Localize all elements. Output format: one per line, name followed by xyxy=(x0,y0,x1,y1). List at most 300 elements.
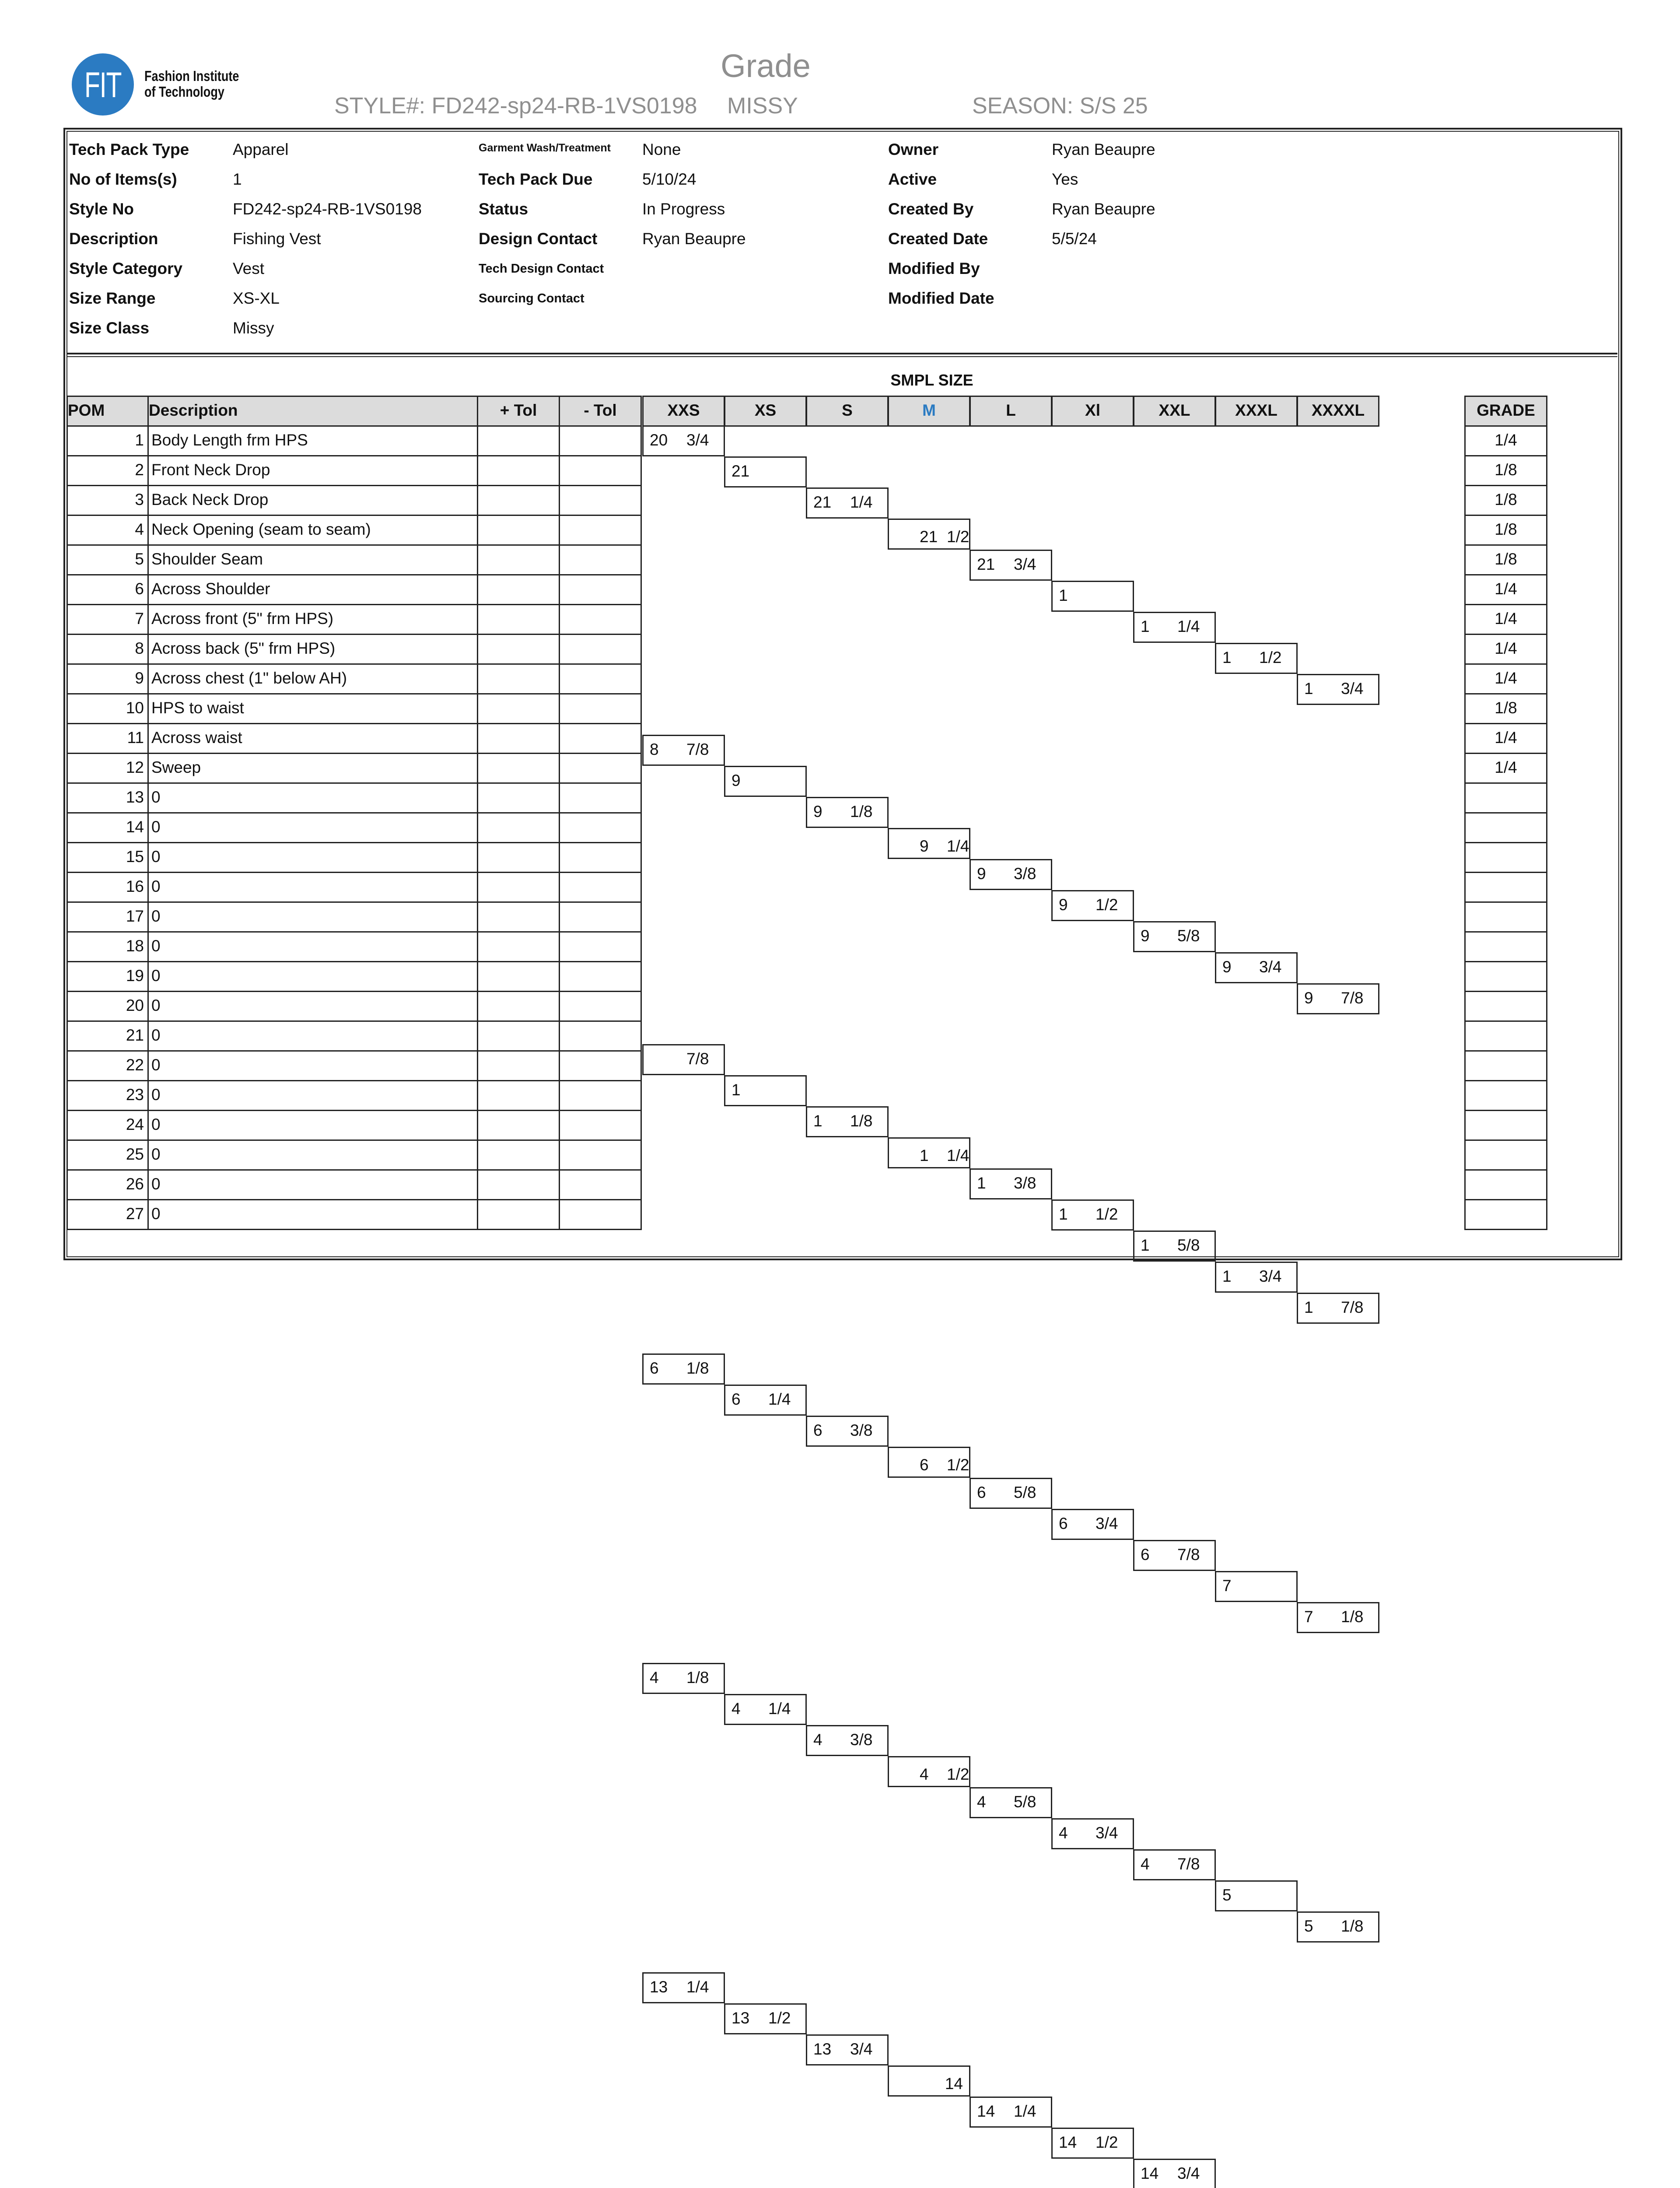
pom-description: 0 xyxy=(147,1050,478,1081)
measurement-whole: 1 xyxy=(920,1147,929,1164)
measurement-whole: 1 xyxy=(1304,1298,1313,1316)
measurement-fraction: 1/4 xyxy=(1177,617,1200,635)
pom-description: 0 xyxy=(147,1169,478,1200)
measurement-fraction: 1/2 xyxy=(1096,896,1118,914)
measurement-cell xyxy=(724,1385,807,1416)
measurement-whole: 20 xyxy=(650,431,668,449)
pom-number: 4 xyxy=(66,515,149,546)
minus-tol-cell xyxy=(559,574,642,605)
measurement-fraction: 3/4 xyxy=(1341,680,1364,698)
measurement-cell xyxy=(1215,643,1298,674)
minus-tol-cell xyxy=(559,1110,642,1141)
grade-cell xyxy=(1464,1020,1547,1052)
plus-tol-cell xyxy=(477,1080,560,1111)
measurement-cell xyxy=(724,456,807,487)
pom-number: 13 xyxy=(66,782,149,813)
pom-description: 0 xyxy=(147,1080,478,1111)
measurement-whole: 5 xyxy=(1304,1917,1313,1935)
measurement-whole: 6 xyxy=(977,1483,986,1501)
measurement-cell xyxy=(1051,890,1134,921)
measurement-cell xyxy=(1133,1540,1216,1571)
grade-cell xyxy=(1464,842,1547,873)
pom-number: 17 xyxy=(66,901,149,933)
grade-cell xyxy=(1464,1080,1547,1111)
measurement-fraction: 1/4 xyxy=(1014,2102,1036,2120)
pom-description: Body Length frm HPS xyxy=(147,425,478,456)
measurement-cell xyxy=(970,1787,1052,1818)
sample-size-label: SMPL SIZE xyxy=(890,371,973,389)
info-value: Fishing Vest xyxy=(233,230,321,248)
measurement-fraction: 3/4 xyxy=(1014,555,1036,573)
measurement-cell xyxy=(724,1694,807,1725)
info-value: 5/5/24 xyxy=(1052,230,1097,248)
measurement-whole: 1 xyxy=(1222,1267,1232,1285)
measurement-whole: 4 xyxy=(977,1793,986,1811)
measurement-cell xyxy=(806,1725,889,1756)
measurement-whole: 1 xyxy=(1222,649,1232,666)
measurement-cell xyxy=(1133,612,1216,643)
pom-description: HPS to waist xyxy=(147,693,478,724)
info-value: Missy xyxy=(233,319,274,337)
measurement-fraction: 1/4 xyxy=(768,1700,791,1718)
grade-cell: 1/4 xyxy=(1464,634,1547,665)
measurement-cell xyxy=(970,859,1052,890)
plus-tol-cell xyxy=(477,961,560,992)
info-label: Tech Design Contact xyxy=(479,262,604,276)
measurement-whole: 5 xyxy=(1222,1886,1232,1904)
info-value: 5/10/24 xyxy=(642,170,696,188)
grade-cell: 1/8 xyxy=(1464,485,1547,516)
minus-tol-cell xyxy=(559,812,642,843)
info-label: Modified By xyxy=(888,259,980,277)
minus-tol-cell xyxy=(559,723,642,754)
pom-number: 9 xyxy=(66,663,149,694)
measurement-cell xyxy=(1051,1509,1134,1540)
measurement-cell xyxy=(1051,581,1134,612)
info-value: Apparel xyxy=(233,140,289,158)
info-label: Style Category xyxy=(69,259,183,277)
grade-cell xyxy=(1464,1199,1547,1230)
measurement-whole: 21 xyxy=(977,555,995,573)
grade-cell: 1/8 xyxy=(1464,693,1547,724)
season: SEASON: S/S 25 xyxy=(972,93,1148,119)
measurement-cell xyxy=(806,797,889,828)
measurement-fraction: 1/8 xyxy=(1341,1917,1364,1935)
info-value: Ryan Beaupre xyxy=(1052,140,1155,158)
pom-description: Back Neck Drop xyxy=(147,485,478,516)
pom-description: Neck Opening (seam to seam) xyxy=(147,515,478,546)
measurement-fraction: 3/8 xyxy=(1014,865,1036,883)
section-divider-inner xyxy=(66,356,1617,357)
pom-description: Across chest (1" below AH) xyxy=(147,663,478,694)
measurement-cell xyxy=(1051,1199,1134,1231)
pom-description: 0 xyxy=(147,1199,478,1230)
minus-tol-cell xyxy=(559,872,642,903)
plus-tol-cell xyxy=(477,931,560,962)
measurement-cell xyxy=(1297,674,1379,705)
pom-description: 0 xyxy=(147,1110,478,1141)
info-label: Created Date xyxy=(888,230,988,248)
minus-tol-cell xyxy=(559,425,642,456)
column-header-grade: GRADE xyxy=(1464,396,1547,427)
logo-mark xyxy=(72,53,134,116)
column-header-size: XXS xyxy=(642,396,725,427)
grade-cell xyxy=(1464,1050,1547,1081)
measurement-whole: 1 xyxy=(1304,680,1313,698)
measurement-fraction: 3/8 xyxy=(850,1731,873,1749)
plus-tol-cell xyxy=(477,634,560,665)
grade-cell: 1/4 xyxy=(1464,723,1547,754)
column-header-size: Xl xyxy=(1051,396,1134,427)
measurement-whole: 4 xyxy=(1059,1824,1068,1842)
info-label: No of Items(s) xyxy=(69,170,177,188)
measurement-fraction: 1/2 xyxy=(947,528,970,546)
measurement-cell xyxy=(888,2065,970,2097)
measurement-cell xyxy=(642,735,725,766)
grade-cell xyxy=(1464,991,1547,1022)
column-header-size: L xyxy=(970,396,1052,427)
info-label: Status xyxy=(479,200,528,218)
info-label: Description xyxy=(69,230,158,248)
minus-tol-cell xyxy=(559,1050,642,1081)
minus-tol-cell xyxy=(559,604,642,635)
measurement-cell xyxy=(642,425,725,456)
measurement-whole: 1 xyxy=(977,1174,986,1192)
plus-tol-cell xyxy=(477,485,560,516)
minus-tol-cell xyxy=(559,842,642,873)
measurement-whole: 21 xyxy=(920,528,938,546)
pom-number: 5 xyxy=(66,544,149,575)
info-label: Style No xyxy=(69,200,134,218)
measurement-cell xyxy=(888,519,970,550)
page-title: Grade xyxy=(721,48,811,84)
measurement-fraction: 7/8 xyxy=(1341,989,1364,1007)
measurement-whole: 9 xyxy=(1222,958,1232,976)
plus-tol-cell xyxy=(477,842,560,873)
measurement-cell xyxy=(1297,983,1379,1014)
measurement-fraction: 1/4 xyxy=(768,1390,791,1408)
plus-tol-cell xyxy=(477,812,560,843)
measurement-whole: 6 xyxy=(650,1359,659,1377)
info-value: None xyxy=(642,140,681,158)
measurement-fraction: 7/8 xyxy=(686,740,709,758)
grade-cell: 1/4 xyxy=(1464,604,1547,635)
measurement-whole: 1 xyxy=(1141,617,1150,635)
measurement-cell xyxy=(806,2034,889,2065)
measurement-whole: 9 xyxy=(813,803,822,820)
measurement-fraction: 5/8 xyxy=(1177,1236,1200,1254)
measurement-fraction: 1/8 xyxy=(850,803,873,820)
measurement-cell xyxy=(724,1075,807,1106)
pom-number: 23 xyxy=(66,1080,149,1111)
measurement-cell xyxy=(1051,1818,1134,1849)
pom-number: 20 xyxy=(66,991,149,1022)
measurement-fraction: 1/2 xyxy=(947,1456,970,1474)
plus-tol-cell xyxy=(477,1050,560,1081)
pom-number: 25 xyxy=(66,1140,149,1171)
measurement-cell xyxy=(642,1353,725,1385)
measurement-whole: 4 xyxy=(732,1700,741,1718)
measurement-cell xyxy=(1215,1880,1298,1911)
grade-cell xyxy=(1464,931,1547,962)
grade-cell xyxy=(1464,812,1547,843)
measurement-whole: 4 xyxy=(813,1731,822,1749)
measurement-cell xyxy=(642,1972,725,2003)
measurement-cell xyxy=(888,1447,970,1478)
pom-number: 2 xyxy=(66,455,149,486)
measurement-cell xyxy=(888,1756,970,1787)
measurement-cell xyxy=(724,766,807,797)
plus-tol-cell xyxy=(477,1199,560,1230)
section-divider xyxy=(66,353,1617,354)
measurement-whole: 6 xyxy=(813,1421,822,1439)
pom-description: 0 xyxy=(147,901,478,933)
measurement-whole: 7 xyxy=(1222,1577,1232,1595)
measurement-whole: 9 xyxy=(1141,927,1150,945)
plus-tol-cell xyxy=(477,1020,560,1052)
plus-tol-cell xyxy=(477,1110,560,1141)
minus-tol-cell xyxy=(559,693,642,724)
measurement-fraction: 7/8 xyxy=(1177,1855,1200,1873)
column-header-plus-tol: + Tol xyxy=(477,396,560,427)
measurement-whole: 14 xyxy=(945,2075,963,2093)
measurement-whole: 13 xyxy=(732,2009,750,2027)
pom-description: Across waist xyxy=(147,723,478,754)
plus-tol-cell xyxy=(477,1169,560,1200)
minus-tol-cell xyxy=(559,663,642,694)
grade-cell xyxy=(1464,901,1547,933)
measurement-whole: 1 xyxy=(1059,1205,1068,1223)
measurement-fraction: 1/2 xyxy=(1096,1205,1118,1223)
measurement-fraction: 1/2 xyxy=(1259,649,1282,666)
plus-tol-cell xyxy=(477,872,560,903)
measurement-fraction: 3/8 xyxy=(850,1421,873,1439)
pom-number: 6 xyxy=(66,574,149,605)
measurement-whole: 1 xyxy=(1141,1236,1150,1254)
measurement-whole: 4 xyxy=(920,1765,929,1783)
info-label: Design Contact xyxy=(479,230,598,248)
pom-description: Across back (5" frm HPS) xyxy=(147,634,478,665)
column-header-minus-tol: - Tol xyxy=(559,396,642,427)
grade-cell: 1/4 xyxy=(1464,753,1547,784)
plus-tol-cell xyxy=(477,515,560,546)
measurement-fraction: 1/2 xyxy=(947,1765,970,1783)
logo-wordmark xyxy=(144,68,239,100)
size-category: MISSY xyxy=(727,93,798,119)
plus-tol-cell xyxy=(477,425,560,456)
pom-number: 27 xyxy=(66,1199,149,1230)
info-label: Sourcing Contact xyxy=(479,291,584,305)
measurement-whole: 9 xyxy=(977,865,986,883)
measurement-fraction: 3/8 xyxy=(1014,1174,1036,1192)
measurement-whole: 1 xyxy=(813,1112,822,1130)
info-value: In Progress xyxy=(642,200,725,218)
measurement-whole: 4 xyxy=(1141,1855,1150,1873)
minus-tol-cell xyxy=(559,931,642,962)
measurement-whole: 1 xyxy=(732,1081,741,1099)
measurement-cell xyxy=(1133,1231,1216,1262)
logo-line-1: Fashion Institute xyxy=(144,68,239,84)
measurement-fraction: 3/4 xyxy=(1177,2164,1200,2182)
measurement-fraction: 3/4 xyxy=(1096,1824,1118,1842)
measurement-fraction: 1/8 xyxy=(686,1669,709,1687)
info-value: Ryan Beaupre xyxy=(1052,200,1155,218)
measurement-fraction: 5/8 xyxy=(1014,1483,1036,1501)
minus-tol-cell xyxy=(559,485,642,516)
info-value: Yes xyxy=(1052,170,1078,188)
plus-tol-cell xyxy=(477,901,560,933)
measurement-fraction: 3/4 xyxy=(1259,1267,1282,1285)
pom-number: 22 xyxy=(66,1050,149,1081)
info-label: Size Range xyxy=(69,289,156,307)
pom-number: 11 xyxy=(66,723,149,754)
measurement-fraction: 3/4 xyxy=(850,2040,873,2058)
minus-tol-cell xyxy=(559,1020,642,1052)
minus-tol-cell xyxy=(559,1080,642,1111)
measurement-cell xyxy=(970,2097,1052,2128)
measurement-cell xyxy=(724,2003,807,2034)
minus-tol-cell xyxy=(559,901,642,933)
info-label: Size Class xyxy=(69,319,150,337)
plus-tol-cell xyxy=(477,544,560,575)
column-header-pom: POM xyxy=(66,396,149,427)
grade-cell xyxy=(1464,782,1547,813)
pom-description: 0 xyxy=(147,842,478,873)
measurement-whole: 14 xyxy=(1141,2164,1159,2182)
plus-tol-cell xyxy=(477,1140,560,1171)
measurement-cell xyxy=(642,1044,725,1075)
pom-description: 0 xyxy=(147,1020,478,1052)
measurement-cell xyxy=(1215,952,1298,983)
grade-cell: 1/4 xyxy=(1464,574,1547,605)
plus-tol-cell xyxy=(477,693,560,724)
pom-description: Across front (5" frm HPS) xyxy=(147,604,478,635)
measurement-whole: 9 xyxy=(732,771,741,789)
minus-tol-cell xyxy=(559,1169,642,1200)
grade-cell xyxy=(1464,1110,1547,1141)
minus-tol-cell xyxy=(559,1140,642,1171)
grade-cell xyxy=(1464,961,1547,992)
measurement-whole: 6 xyxy=(732,1390,741,1408)
measurement-whole: 9 xyxy=(1304,989,1313,1007)
logo-mark-text: FIT xyxy=(84,65,122,105)
pom-number: 14 xyxy=(66,812,149,843)
pom-number: 15 xyxy=(66,842,149,873)
info-label: Modified Date xyxy=(888,289,994,307)
pom-number: 24 xyxy=(66,1110,149,1141)
measurement-whole: 1 xyxy=(1059,586,1068,604)
measurement-whole: 6 xyxy=(1059,1515,1068,1532)
measurement-cell xyxy=(888,1137,970,1168)
minus-tol-cell xyxy=(559,753,642,784)
minus-tol-cell xyxy=(559,1199,642,1230)
measurement-fraction: 1/4 xyxy=(686,1978,709,1996)
pom-description: 0 xyxy=(147,931,478,962)
measurement-whole: 14 xyxy=(977,2102,995,2120)
measurement-whole: 14 xyxy=(1059,2133,1077,2151)
minus-tol-cell xyxy=(559,961,642,992)
minus-tol-cell xyxy=(559,634,642,665)
column-header-size: XXXL xyxy=(1215,396,1298,427)
pom-description: Sweep xyxy=(147,753,478,784)
pom-number: 16 xyxy=(66,872,149,903)
measurement-fraction: 1/8 xyxy=(1341,1608,1364,1626)
measurement-cell xyxy=(970,550,1052,581)
info-value: XS-XL xyxy=(233,289,280,307)
measurement-cell xyxy=(970,1168,1052,1199)
pom-number: 3 xyxy=(66,485,149,516)
measurement-fraction: 1/4 xyxy=(947,1147,970,1164)
measurement-whole: 9 xyxy=(1059,896,1068,914)
measurement-whole: 13 xyxy=(650,1978,668,1996)
pom-number: 21 xyxy=(66,1020,149,1052)
measurement-cell xyxy=(888,828,970,859)
info-value: FD242-sp24-RB-1VS0198 xyxy=(233,200,422,218)
measurement-cell xyxy=(1297,1911,1379,1943)
measurement-whole: 21 xyxy=(813,493,832,511)
measurement-fraction: 3/4 xyxy=(1096,1515,1118,1532)
pom-description: Shoulder Seam xyxy=(147,544,478,575)
plus-tol-cell xyxy=(477,574,560,605)
minus-tol-cell xyxy=(559,515,642,546)
info-label: Tech Pack Type xyxy=(69,140,189,158)
column-header-size: XXL xyxy=(1133,396,1216,427)
info-value: Vest xyxy=(233,259,264,277)
info-value: Ryan Beaupre xyxy=(642,230,746,248)
measurement-whole: 21 xyxy=(732,462,750,480)
grade-cell xyxy=(1464,1140,1547,1171)
grade-cell: 1/4 xyxy=(1464,425,1547,456)
pom-number: 7 xyxy=(66,604,149,635)
measurement-whole: 6 xyxy=(920,1456,929,1474)
fit-logo-icon xyxy=(70,52,254,117)
info-label: Created By xyxy=(888,200,974,218)
pom-description: 0 xyxy=(147,1140,478,1171)
measurement-cell xyxy=(806,1416,889,1447)
grade-cell: 1/4 xyxy=(1464,663,1547,694)
minus-tol-cell xyxy=(559,991,642,1022)
pom-description: 0 xyxy=(147,782,478,813)
minus-tol-cell xyxy=(559,544,642,575)
measurement-cell xyxy=(642,1663,725,1694)
measurement-fraction: 3/4 xyxy=(1259,958,1282,976)
grade-cell: 1/8 xyxy=(1464,544,1547,575)
measurement-cell xyxy=(1215,1571,1298,1602)
grade-cell: 1/8 xyxy=(1464,455,1547,486)
measurement-whole: 6 xyxy=(1141,1546,1150,1564)
measurement-cell xyxy=(1297,1602,1379,1633)
column-header-size: S xyxy=(806,396,889,427)
grade-cell xyxy=(1464,1169,1547,1200)
plus-tol-cell xyxy=(477,782,560,813)
pom-number: 1 xyxy=(66,425,149,456)
pom-description: 0 xyxy=(147,812,478,843)
info-value: 1 xyxy=(233,170,242,188)
column-header-size: XXXXL xyxy=(1297,396,1379,427)
pom-description: 0 xyxy=(147,991,478,1022)
measurement-fraction: 1/8 xyxy=(850,1112,873,1130)
column-header-description: Description xyxy=(147,396,478,427)
pom-number: 10 xyxy=(66,693,149,724)
measurement-cell xyxy=(970,1478,1052,1509)
measurement-cell xyxy=(806,1106,889,1137)
pom-description: Front Neck Drop xyxy=(147,455,478,486)
measurement-whole: 8 xyxy=(650,740,659,758)
column-header-size: M xyxy=(888,396,970,427)
plus-tol-cell xyxy=(477,455,560,486)
plus-tol-cell xyxy=(477,723,560,754)
info-label: Tech Pack Due xyxy=(479,170,593,188)
